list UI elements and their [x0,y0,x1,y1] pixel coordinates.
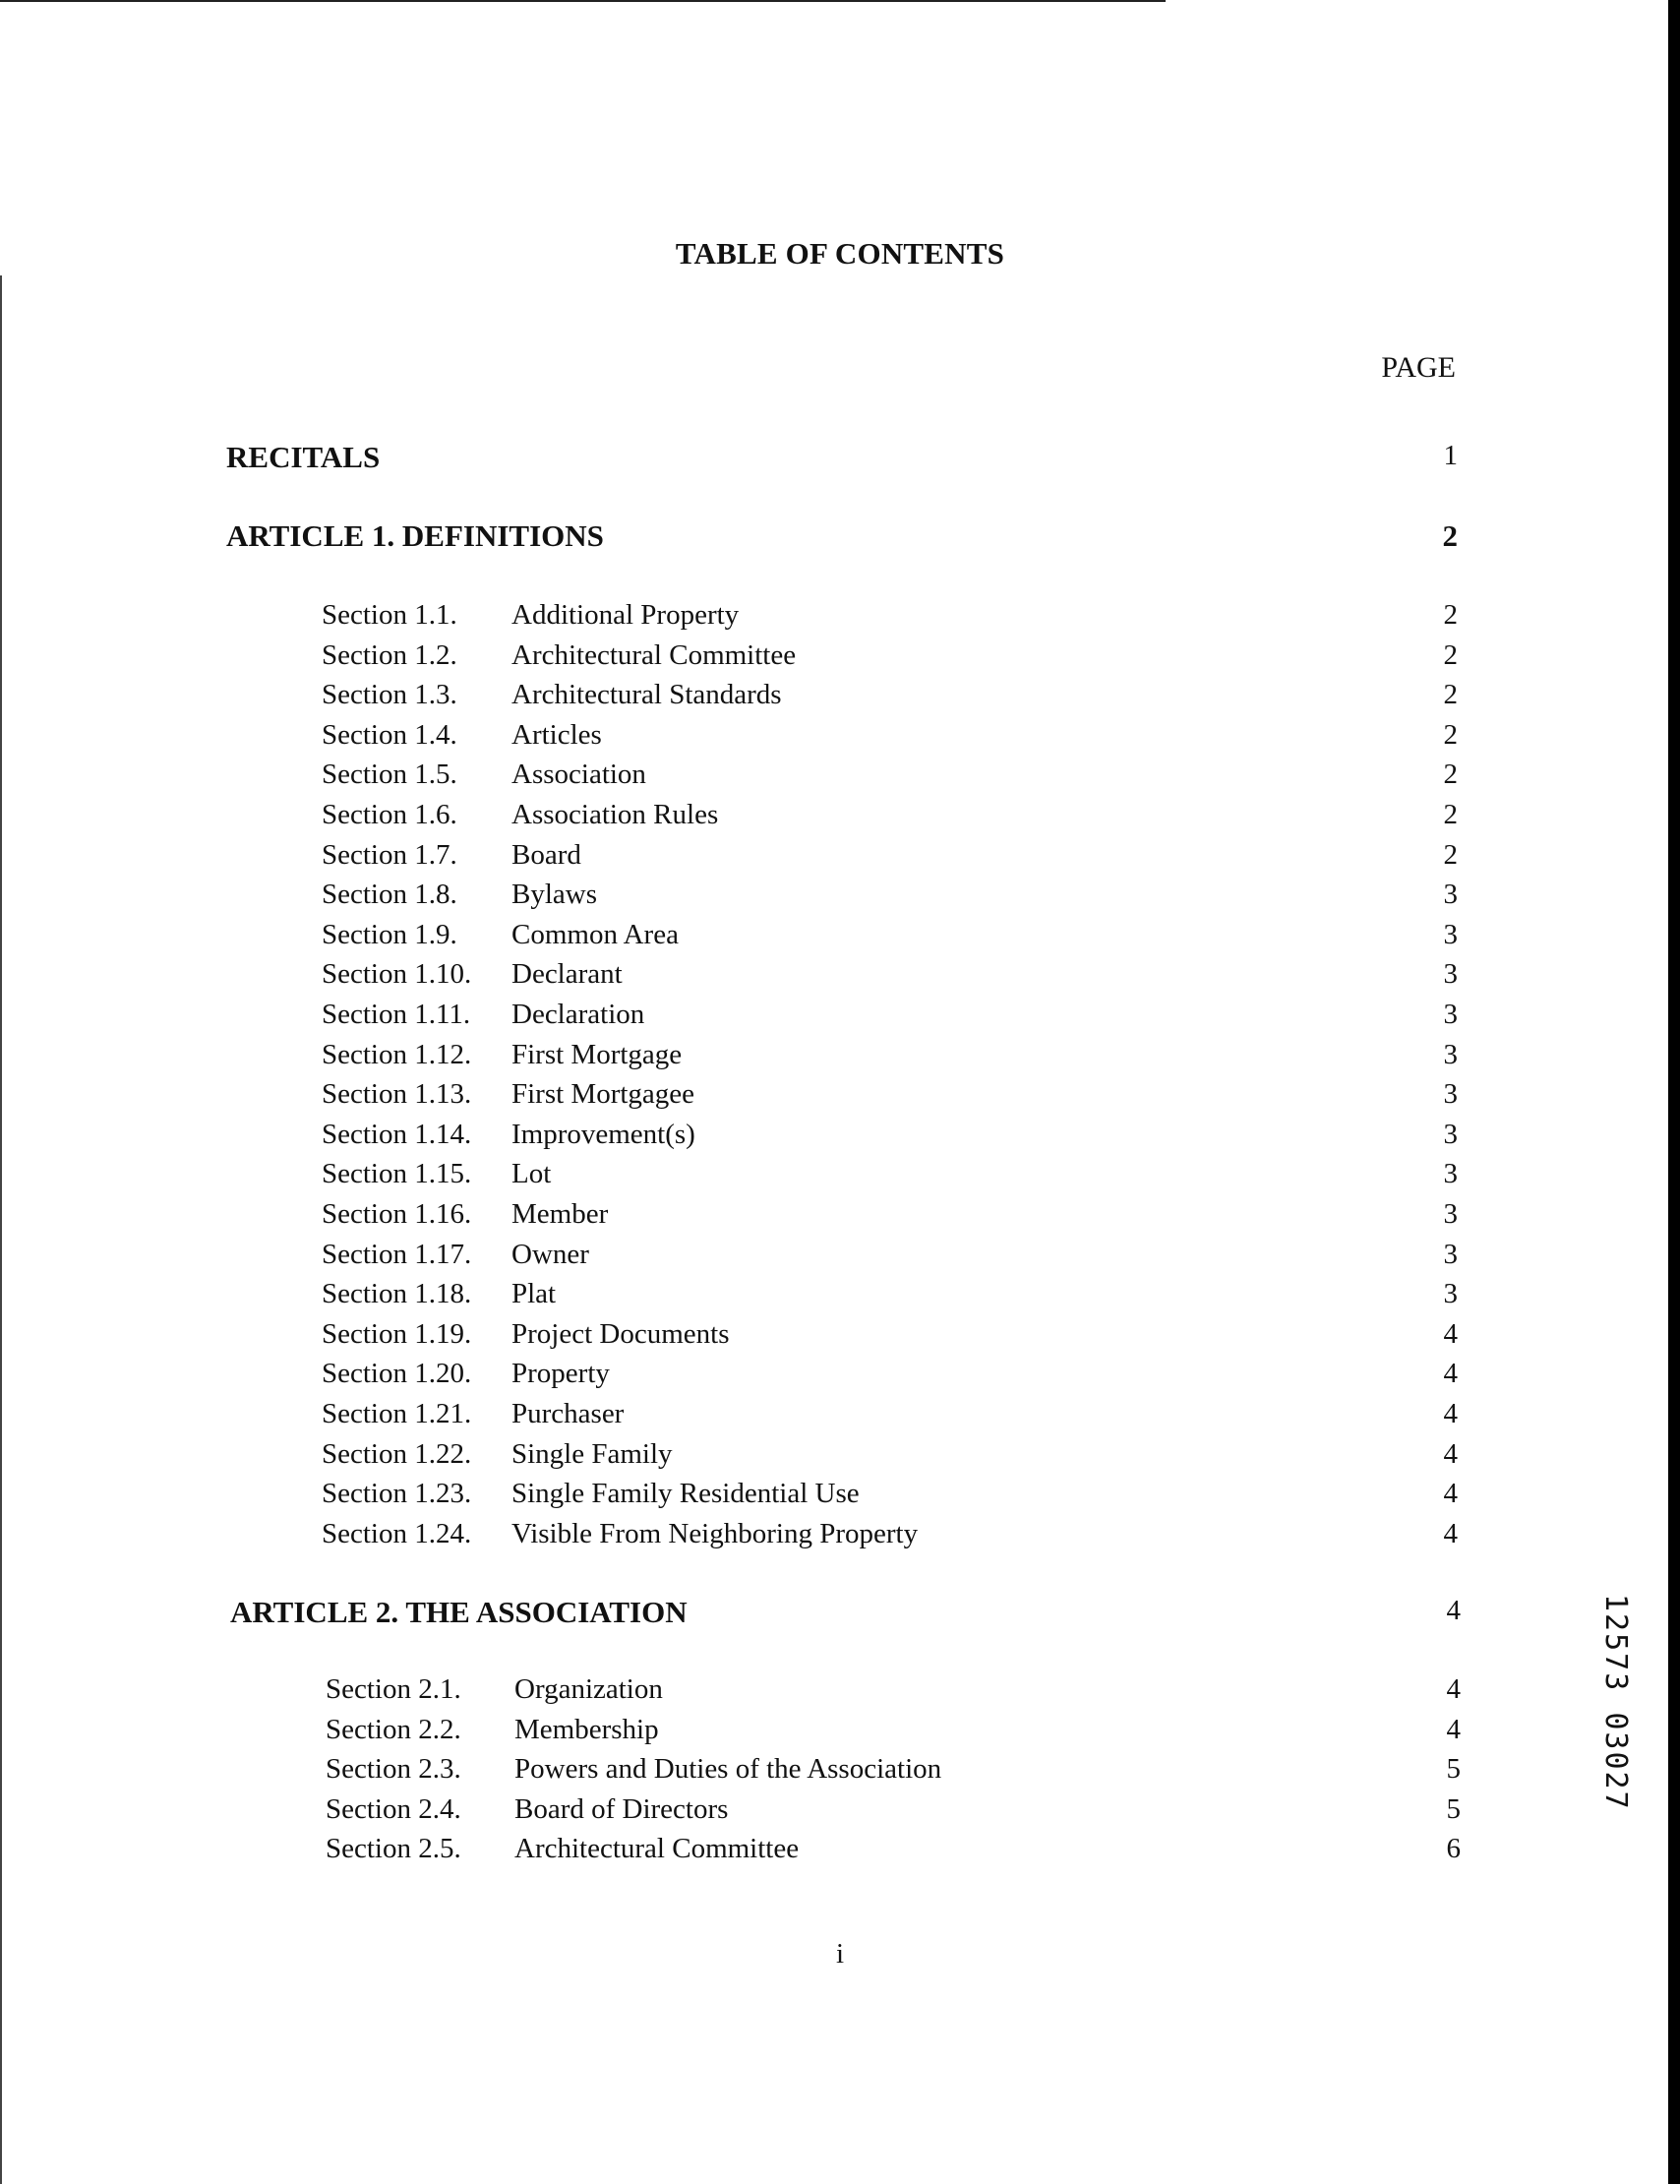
section-page: 3 [1443,1278,1458,1310]
section-number: Section 1.24. [322,1517,472,1549]
section-page: 2 [1443,838,1458,871]
article-1-section-row [0,1278,1680,1317]
section-page: 4 [1443,1358,1458,1390]
section-title: Declarant [511,958,623,991]
section-number: Section 1.23. [322,1478,472,1510]
section-number: Section 1.8. [322,879,457,911]
toc-entry-recitals [0,440,1680,479]
article-1-section-row [0,679,1680,718]
article-1-section-row [0,1239,1680,1278]
section-number: Section 2.4. [326,1792,461,1825]
article-1-page: 2 [1442,518,1458,553]
section-title: Declaration [511,999,645,1030]
section-page: 2 [1443,799,1458,830]
article-1-section-row [0,758,1680,798]
section-title: Improvement(s) [511,1118,695,1150]
article-1-section-row [0,1518,1680,1557]
section-title: Visible From Neighboring Property [511,1517,919,1549]
section-number: Section 1.14. [322,1118,472,1150]
section-number: Section 2.3. [326,1753,461,1785]
section-page: 4 [1443,1398,1458,1429]
section-number: Section 1.3. [322,679,457,711]
recitals-page: 1 [1443,440,1458,471]
article-2-section-row [0,1714,1680,1753]
section-number: Section 1.7. [322,838,457,871]
section-number: Section 2.5. [326,1833,461,1864]
article-1-section-row [0,1158,1680,1197]
section-page: 2 [1443,638,1458,671]
section-number: Section 1.5. [322,758,457,791]
section-page: 2 [1443,599,1458,631]
article-1-section-row [0,799,1680,838]
section-number: Section 1.18. [322,1278,472,1310]
article-1-section-row [0,999,1680,1038]
section-title: Property [511,1358,610,1390]
section-page: 3 [1443,1238,1458,1270]
section-title: Articles [511,718,602,751]
section-number: Section 1.10. [322,958,472,991]
section-page: 3 [1443,999,1458,1030]
scan-edge-top [0,0,1166,2]
section-page: 3 [1443,1198,1458,1230]
section-title: Board of Directors [514,1792,729,1825]
section-number: Section 1.1. [322,599,457,631]
section-number: Section 1.20. [322,1358,472,1390]
section-page: 2 [1443,718,1458,751]
article-2-section-row [0,1833,1680,1872]
section-number: Section 1.22. [322,1437,472,1470]
section-title: Architectural Committee [511,638,797,671]
section-title: First Mortgagee [511,1078,695,1111]
section-number: Section 1.6. [322,799,457,830]
section-number: Section 1.4. [322,718,457,751]
section-page: 3 [1443,1078,1458,1111]
section-number: Section 1.9. [322,918,457,950]
section-title: Project Documents [511,1317,730,1350]
article-1-section-row [0,839,1680,879]
section-page: 6 [1446,1833,1461,1864]
article-2-section-row [0,1753,1680,1792]
article-2-section-row [0,1793,1680,1833]
article-1-section-row [0,1318,1680,1358]
page-column-heading: PAGE [1381,351,1456,384]
section-number: Section 1.16. [322,1198,472,1230]
section-page: 5 [1446,1753,1461,1785]
section-page: 4 [1443,1517,1458,1549]
section-title: Plat [511,1278,557,1310]
section-title: Lot [511,1158,552,1190]
article-2-page: 4 [1446,1595,1461,1626]
section-page: 2 [1443,679,1458,711]
section-number: Section 2.1. [326,1673,461,1705]
article-1-section-row [0,1119,1680,1158]
section-number: Section 1.12. [322,1038,472,1070]
section-page: 3 [1443,1038,1458,1070]
article-1-section-row [0,639,1680,679]
section-title: Bylaws [511,879,597,911]
section-title: Powers and Duties of the Association [514,1753,942,1785]
section-title: Organization [514,1673,663,1705]
section-title: Association Rules [511,799,719,830]
section-number: Section 2.2. [326,1713,461,1745]
section-number: Section 1.17. [322,1238,472,1270]
section-page: 4 [1443,1478,1458,1510]
section-title: First Mortgage [511,1038,683,1070]
section-page: 2 [1443,758,1458,791]
section-title: Common Area [511,918,679,950]
recitals-label: RECITALS [226,440,381,474]
section-title: Owner [511,1238,589,1270]
toc-entry-article-1 [0,518,1680,558]
section-number: Section 1.15. [322,1158,472,1190]
article-1-section-row [0,958,1680,998]
article-1-section-row [0,879,1680,918]
section-number: Section 1.21. [322,1398,472,1429]
section-page: 4 [1443,1317,1458,1350]
section-page: 3 [1443,1118,1458,1150]
section-page: 5 [1446,1792,1461,1825]
article-1-section-row [0,599,1680,638]
section-title: Architectural Committee [514,1833,800,1864]
section-number: Section 1.19. [322,1317,472,1350]
section-page: 4 [1446,1673,1461,1705]
section-page: 3 [1443,1158,1458,1190]
section-page: 3 [1443,918,1458,950]
article-1-section-row [0,1078,1680,1118]
toc-entry-article-2 [0,1595,1680,1634]
article-1-section-row [0,1039,1680,1078]
article-2-section-row [0,1673,1680,1713]
section-page: 3 [1443,958,1458,991]
section-title: Architectural Standards [511,679,782,711]
section-number: Section 1.2. [322,638,457,671]
article-1-section-row [0,719,1680,758]
section-title: Membership [514,1713,659,1745]
article-1-section-row [0,1478,1680,1517]
document-title: TABLE OF CONTENTS [675,236,1005,271]
section-title: Purchaser [511,1398,625,1429]
article-1-heading: ARTICLE 1. DEFINITIONS [226,518,604,553]
article-1-section-row [0,919,1680,958]
section-page: 3 [1443,879,1458,911]
bates-number: 12573 03027 [1598,1594,1633,1811]
page-folio: i [835,1938,845,1970]
article-1-section-row [0,1198,1680,1238]
section-title: Board [511,838,581,871]
section-page: 4 [1443,1437,1458,1470]
section-title: Single Family [511,1437,673,1470]
section-page: 4 [1446,1713,1461,1745]
article-1-section-row [0,1358,1680,1397]
article-1-section-row [0,1438,1680,1478]
section-title: Single Family Residential Use [511,1478,860,1510]
article-2-heading: ARTICLE 2. THE ASSOCIATION [230,1595,688,1629]
section-number: Section 1.11. [322,999,471,1030]
section-number: Section 1.13. [322,1078,472,1111]
section-title: Member [511,1198,609,1230]
article-1-section-row [0,1398,1680,1437]
section-title: Association [511,758,646,791]
section-title: Additional Property [511,599,740,631]
